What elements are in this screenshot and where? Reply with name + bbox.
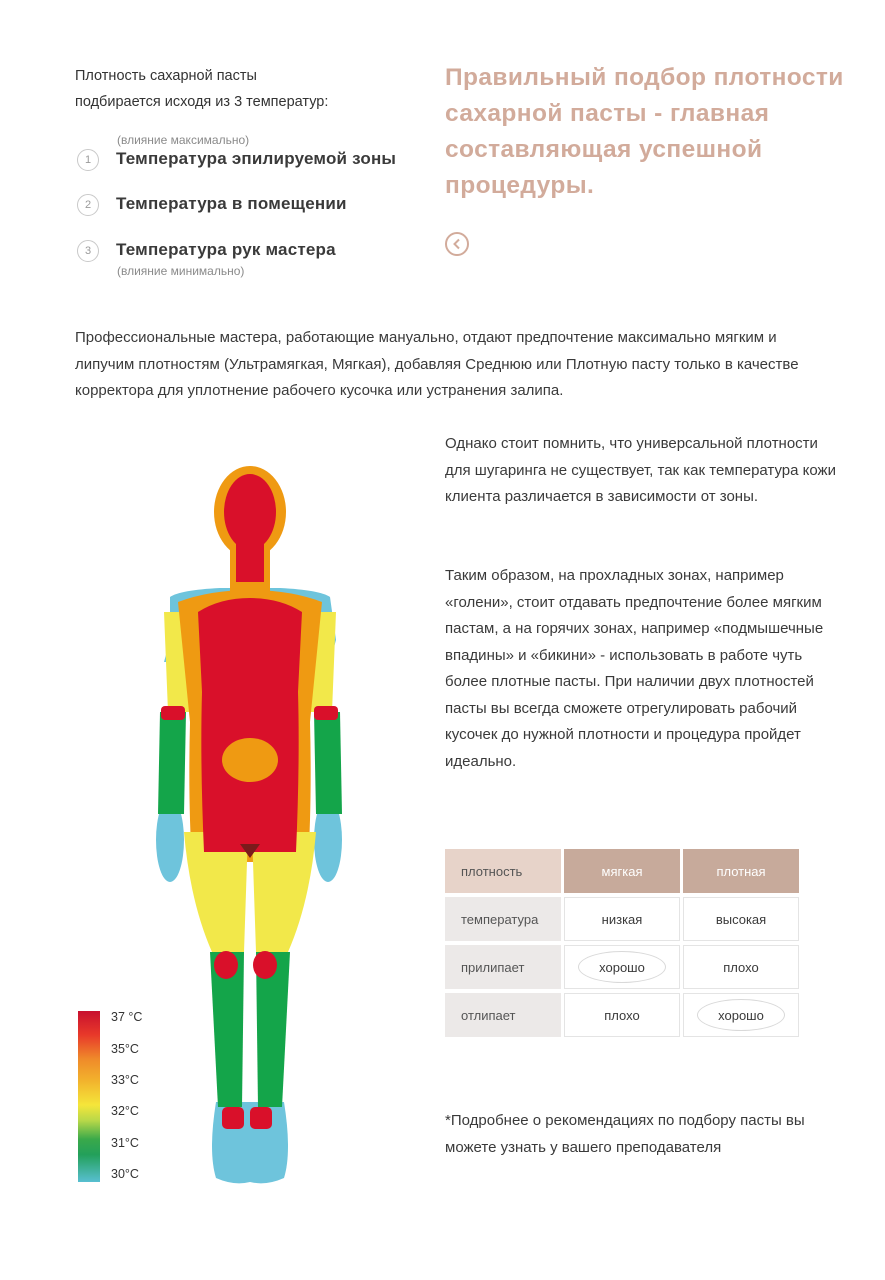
- factor-2-title: Температура в помещении: [116, 194, 347, 213]
- factor-number-3: 3: [77, 240, 99, 262]
- table-cell-text: хорошо: [599, 959, 645, 975]
- chevron-left-icon: [451, 238, 463, 250]
- intro-line-2: подбирается исходя из 3 температур:: [75, 94, 329, 110]
- table-row-label: температура: [445, 897, 561, 941]
- factor-number-2: 2: [77, 194, 99, 216]
- legend-label-30: 30°C: [111, 1167, 139, 1181]
- factor-number-1: 1: [77, 149, 99, 171]
- factor-3-note: (влияние минимально): [117, 264, 245, 278]
- main-paragraph: Профессиональные мастера, работающие мануально, отдают предпочтение максимально мягким и липучим плотностям (Ультрамягкая, Мягкая), добавляя Среднюю или Плотную пасту только в качестве корректора для уплотнение рабочего кусочка или устранения залипа.: [75, 329, 799, 399]
- table-header-soft: мягкая: [564, 849, 680, 893]
- table-row-label: прилипает: [445, 945, 561, 989]
- legend-label-32: 32°C: [111, 1104, 139, 1118]
- table-header-label: плотность: [445, 849, 561, 893]
- back-button[interactable]: [445, 232, 469, 256]
- table-cell: высокая: [683, 897, 799, 941]
- factor-3-title: Температура рук мастера: [116, 240, 336, 259]
- highlight-ellipse: [578, 951, 666, 983]
- intro-text: [75, 63, 405, 115]
- factor-1-title: Температура эпилируемой зоны: [116, 149, 397, 168]
- table-cell: низкая: [564, 897, 680, 941]
- body-heatmap-illustration: [150, 462, 350, 1187]
- right-paragraph-2: Таким образом, на прохладных зонах, например «голени», стоит отдавать предпочтение более мягким пастам, а на горячих зонах, например «подмышечные впадины» и «бикини» - использовать в работе чуть более плотные пасты. При наличии двух плотностей пасты вы всегда сможете отрегулировать рабочий кусочек до нужной плотности и процедура пройдет идеально.: [445, 567, 824, 770]
- footnote: *Подробнее о рекомендациях по подбору пасты вы можете узнать у вашего преподавателя: [445, 1112, 805, 1156]
- table-cell-highlighted: [683, 993, 799, 1037]
- table-row-label: отлипает: [445, 993, 561, 1037]
- table-cell-text: хорошо: [718, 1007, 764, 1023]
- legend-label-35: 35°C: [111, 1042, 139, 1056]
- legend-label-33: 33°C: [111, 1073, 139, 1087]
- right-paragraph-1: Однако стоит помнить, что универсальной плотности для шугаринга не существует, так как температура кожи клиента различается в зависимости от зоны.: [445, 435, 836, 505]
- legend-label-37: 37 °C: [111, 1010, 143, 1024]
- table-header-firm: плотная: [683, 849, 799, 893]
- table-cell: плохо: [683, 945, 799, 989]
- legend-label-31: 31°C: [111, 1136, 139, 1150]
- intro-line-1: Плотность сахарной пасты: [75, 68, 257, 84]
- highlight-ellipse: [697, 999, 785, 1031]
- factor-1-note: (влияние максимально): [117, 133, 250, 147]
- table-cell: плохо: [564, 993, 680, 1037]
- headline: Правильный подбор плотности сахарной пасты - главная составляющая успешной процедуры.: [445, 64, 844, 199]
- table-cell-highlighted: [564, 945, 680, 989]
- temperature-legend-bar: [78, 1011, 100, 1182]
